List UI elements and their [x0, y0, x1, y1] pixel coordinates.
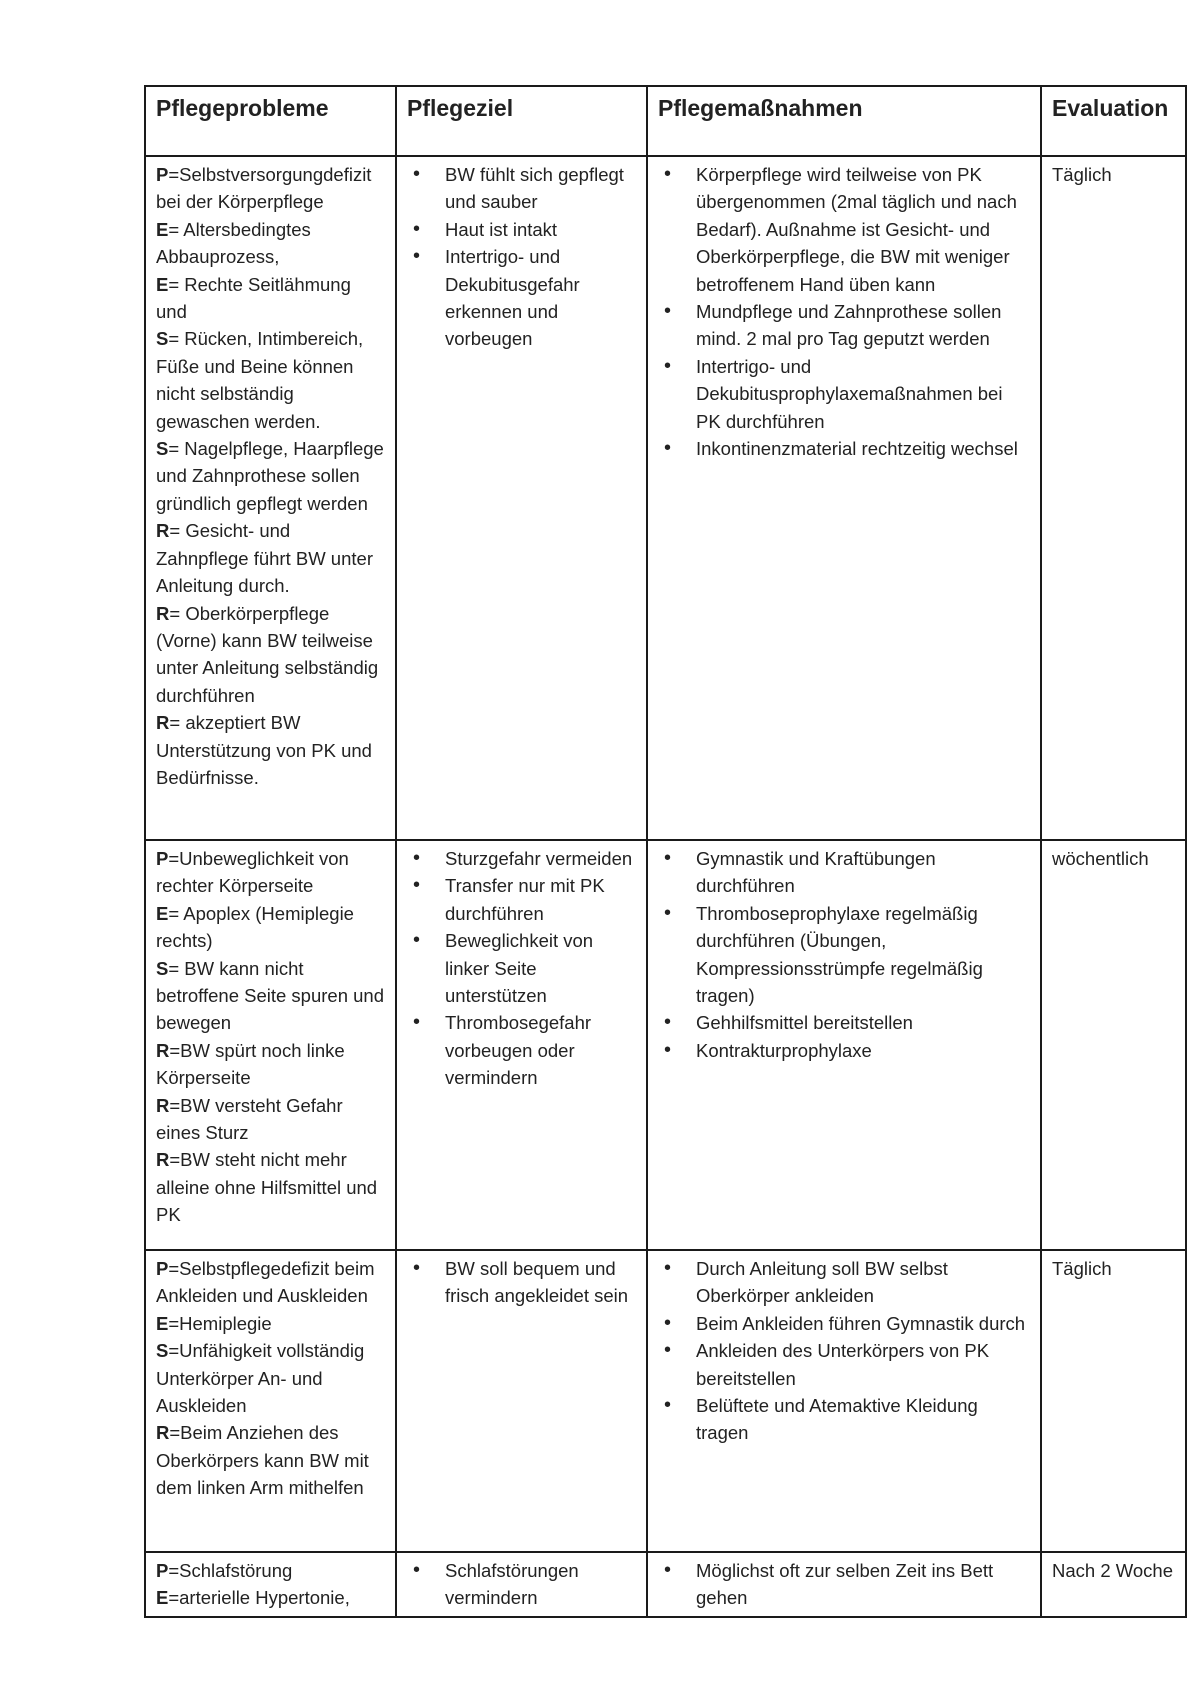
- problem-line: [156, 1037, 385, 1092]
- goals-cell: [396, 156, 647, 840]
- measures-list: [658, 845, 1030, 1064]
- problem-label: S: [156, 1340, 169, 1362]
- problem-line: [156, 325, 385, 435]
- problem-line: [156, 1337, 385, 1419]
- table-row: [145, 840, 1186, 1250]
- measures-list: [658, 1255, 1030, 1447]
- problem-line: [156, 1419, 385, 1501]
- header-row: [145, 86, 1186, 156]
- problem-label: E: [156, 1312, 169, 1334]
- measures-cell: [647, 840, 1041, 1250]
- problems-cell: [145, 1552, 396, 1617]
- problem-line: [156, 1255, 385, 1310]
- measure-item: • Inkontinenzmaterial rechtzeitig wechsel: [658, 435, 1030, 462]
- problem-line: [156, 709, 385, 791]
- header-evaluation: Evaluation: [1041, 86, 1186, 156]
- problem-line: [156, 845, 385, 900]
- measure-item: • Intertrigo- und Dekubitusprophylaxemaßnahmen bei PK durchführen: [658, 353, 1030, 435]
- goals-list: [407, 1557, 636, 1612]
- measures-list: [658, 1557, 1030, 1612]
- problem-label: R: [156, 1422, 170, 1444]
- evaluation-cell: Täglich: [1041, 156, 1186, 840]
- problem-line: [156, 1557, 385, 1584]
- problem-line: [156, 517, 385, 599]
- measures-cell: [647, 156, 1041, 840]
- goal-item: • Beweglichkeit von linker Seite unterstützen: [407, 927, 636, 1009]
- problems-cell: [145, 156, 396, 840]
- goal-item: • Sturzgefahr vermeiden: [407, 845, 636, 872]
- problem-text: = akzeptiert BW Unterstützung von PK und Bedürfnisse.: [156, 712, 372, 788]
- problem-line: [156, 1146, 385, 1228]
- problem-line: [156, 1092, 385, 1147]
- problem-line: [156, 216, 385, 271]
- care-plan-table: [144, 85, 1187, 1618]
- problem-text: = Altersbedingtes Abbauprozess,: [156, 218, 311, 268]
- goal-item: • Haut ist intakt: [407, 216, 636, 243]
- measure-item: • Möglichst oft zur selben Zeit ins Bett gehen: [658, 1557, 1030, 1612]
- problem-label: P: [156, 164, 169, 185]
- goal-item: • Schlafstörungen vermindern: [407, 1557, 636, 1612]
- evaluation-cell: Täglich: [1041, 1250, 1186, 1552]
- goal-item: • Intertrigo- und Dekubitusgefahr erkennen und vorbeugen: [407, 243, 636, 353]
- measure-item: • Ankleiden des Unterkörpers von PK bereitstellen: [658, 1337, 1030, 1392]
- problem-label: R: [156, 1039, 170, 1061]
- problem-line: [156, 600, 385, 710]
- goals-list: [407, 845, 636, 1092]
- problem-label: R: [156, 712, 170, 734]
- measure-item: • Mundpflege und Zahnprothese sollen mind. 2 mal pro Tag geputzt werden: [658, 298, 1030, 353]
- goals-cell: [396, 1250, 647, 1552]
- problem-text: = Nagelpflege, Haarpflege und Zahnprothese sollen gründlich gepflegt werden: [156, 438, 384, 514]
- problem-line: [156, 1584, 385, 1611]
- evaluation-cell: Nach 2 Woche: [1041, 1552, 1186, 1617]
- goals-list: [407, 1255, 636, 1310]
- problem-text: =Selbstversorgungdefizit bei der Körperpflege: [156, 164, 372, 213]
- problem-label: R: [156, 1094, 170, 1116]
- problem-line: [156, 955, 385, 1037]
- table-row: [145, 1250, 1186, 1552]
- problem-text: = Rechte Seitlähmung und: [156, 273, 351, 323]
- header-goal: Pflegeziel: [396, 86, 647, 156]
- problem-text: =BW steht nicht mehr alleine ohne Hilfsmittel und PK: [156, 1149, 378, 1226]
- measure-item: • Durch Anleitung soll BW selbst Oberkörper ankleiden: [658, 1255, 1030, 1310]
- measure-item: • Thromboseprophylaxe regelmäßig durchführen (Übungen, Kompressionsstrümpfe regelmäßig tragen): [658, 900, 1030, 1010]
- measure-item: • Gymnastik und Kraftübungen durchführen: [658, 845, 1030, 900]
- problem-label: P: [156, 848, 169, 869]
- problem-text: =arterielle Hypertonie,: [168, 1587, 350, 1609]
- problem-text: =Unbeweglichkeit von rechter Körperseite: [156, 848, 349, 897]
- problem-label: E: [156, 218, 169, 240]
- goals-list: [407, 161, 636, 353]
- problem-text: =Selbstpflegedefizit beim Ankleiden und Auskleiden: [156, 1258, 375, 1307]
- problem-label: R: [156, 602, 170, 624]
- problem-text: =BW versteht Gefahr eines Sturz: [156, 1094, 343, 1144]
- problem-label: E: [156, 273, 169, 295]
- goals-cell: [396, 840, 647, 1250]
- goals-cell: [396, 1552, 647, 1617]
- header-measures: Pflegemaßnahmen: [647, 86, 1041, 156]
- problem-label: E: [156, 902, 169, 924]
- problem-text: = BW kann nicht betroffene Seite spuren und bewegen: [156, 957, 384, 1034]
- goal-item: • Thrombosegefahr vorbeugen oder vermindern: [407, 1009, 636, 1091]
- problem-text: = Gesicht- und Zahnpflege führt BW unter Anleitung durch.: [156, 520, 373, 597]
- problem-line: [156, 271, 385, 326]
- problem-label: S: [156, 328, 169, 350]
- measure-item: • Körperpflege wird teilweise von PK übergenommen (2mal täglich und nach Bedarf). Außnahme ist Gesicht- und Oberkörperpflege, die BW mit weniger betroffenem Hand üben kann: [658, 161, 1030, 298]
- problems-cell: [145, 840, 396, 1250]
- header-problems: Pflegeprobleme: [145, 86, 396, 156]
- problem-line: [156, 435, 385, 517]
- problem-text: =BW spürt noch linke Körperseite: [156, 1039, 345, 1089]
- measures-cell: [647, 1552, 1041, 1617]
- problems-cell: [145, 1250, 396, 1552]
- problem-text: = Oberkörperpflege (Vorne) kann BW teilweise unter Anleitung selbständig durchführen: [156, 602, 379, 706]
- goal-item: • BW fühlt sich gepflegt und sauber: [407, 161, 636, 216]
- problem-label: R: [156, 520, 170, 542]
- evaluation-cell: wöchentlich: [1041, 840, 1186, 1250]
- measure-item: • Gehhilfsmittel bereitstellen: [658, 1009, 1030, 1036]
- measure-item: • Kontrakturprophylaxe: [658, 1037, 1030, 1064]
- problem-line: [156, 161, 385, 216]
- measure-item: • Belüftete und Atemaktive Kleidung tragen: [658, 1392, 1030, 1447]
- problem-text: =Unfähigkeit vollständig Unterkörper An- und Auskleiden: [156, 1340, 365, 1417]
- problem-label: P: [156, 1258, 169, 1279]
- problem-label: R: [156, 1149, 170, 1171]
- problem-text: =Hemiplegie: [168, 1312, 272, 1334]
- problem-label: S: [156, 957, 169, 979]
- problem-label: P: [156, 1560, 169, 1581]
- table-row: [145, 156, 1186, 840]
- goal-item: • BW soll bequem und frisch angekleidet sein: [407, 1255, 636, 1310]
- problem-label: E: [156, 1587, 169, 1609]
- goal-item: • Transfer nur mit PK durchführen: [407, 872, 636, 927]
- problem-text: = Rücken, Intimbereich, Füße und Beine können nicht selbständig gewaschen werden.: [156, 328, 364, 432]
- problem-line: [156, 900, 385, 955]
- problem-text: =Schlafstörung: [168, 1560, 293, 1581]
- problem-text: =Beim Anziehen des Oberkörpers kann BW mit dem linken Arm mithelfen: [156, 1422, 369, 1499]
- measures-list: [658, 161, 1030, 462]
- problem-line: [156, 1310, 385, 1337]
- problem-text: = Apoplex (Hemiplegie rechts): [156, 902, 354, 952]
- problem-label: S: [156, 438, 169, 460]
- measure-item: • Beim Ankleiden führen Gymnastik durch: [658, 1310, 1030, 1337]
- measures-cell: [647, 1250, 1041, 1552]
- table-row: [145, 1552, 1186, 1617]
